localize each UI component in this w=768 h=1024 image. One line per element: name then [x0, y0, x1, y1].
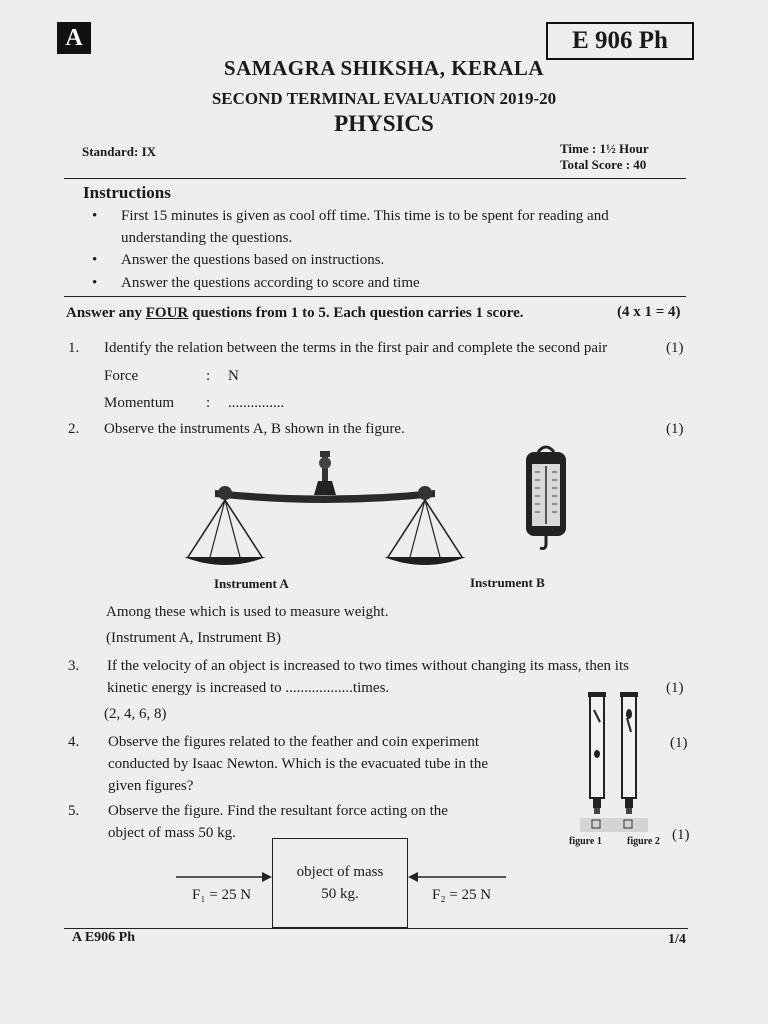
question-text: conducted by Isaac Newton. Which is the evacuated tube in the: [108, 756, 489, 772]
pair-separator: :: [206, 395, 211, 411]
question-text: Observe the figures related to the feather and coin experiment: [108, 734, 480, 750]
force-f1-label: F₁ = 25 N: [192, 887, 252, 903]
instructions-divider: [64, 296, 686, 297]
figure-1-caption: figure 1: [569, 836, 602, 847]
question-score: (1): [672, 827, 690, 843]
pair-term: Force: [104, 368, 139, 384]
question-text: Observe the instruments A, B shown in the figure.: [104, 421, 405, 437]
question-text: kinetic energy is increased to ..................times.: [107, 680, 390, 696]
question-score: (1): [666, 340, 684, 356]
question-text: Among these which is used to measure weight.: [106, 604, 389, 620]
bullet-icon: •: [92, 252, 98, 268]
question-number: 5.: [68, 803, 80, 819]
section-heading-emphasis: FOUR: [145, 305, 189, 321]
answer-options: (2, 4, 6, 8): [104, 706, 167, 722]
section-heading: Answer any FOUR questions from 1 to 5. Each question carries 1 score.: [66, 305, 524, 321]
force-f2-label: F₂ = 25 N: [432, 887, 492, 903]
subject-title: PHYSICS: [334, 111, 434, 136]
pair-value: N: [228, 368, 239, 384]
bullet-icon: •: [92, 208, 98, 224]
org-title: SAMAGRA SHIKSHA, KERALA: [223, 56, 545, 80]
arrow-left-icon: [408, 872, 418, 882]
time-score-block: [560, 141, 649, 173]
beam-balance-figure: [180, 445, 475, 575]
time-label: Time : 1½ Hour: [560, 141, 649, 156]
question-text: Observe the figure. Find the resultant force acting on the: [108, 803, 448, 819]
header-divider: [64, 178, 686, 179]
question-score: (1): [666, 680, 684, 696]
feather-coin-tubes-figure: [578, 688, 650, 838]
mass-box-line2: 50 kg.: [321, 886, 359, 902]
question-number: 4.: [68, 734, 80, 750]
mass-box-line1: object of mass: [296, 864, 384, 880]
question-score: (1): [670, 735, 688, 751]
section-score: (4 x 1 = 4): [617, 304, 681, 320]
question-number: 1.: [68, 340, 80, 356]
question-text: object of mass 50 kg.: [108, 825, 236, 841]
standard-label: Standard: IX: [82, 144, 157, 159]
arrow-right-icon: [262, 872, 272, 882]
pair-term: Momentum: [104, 395, 174, 411]
footer-divider: [64, 928, 688, 929]
answer-blank: ...............: [228, 395, 285, 411]
answer-options: (Instrument A, Instrument B): [106, 630, 281, 646]
paper-code: E 906 Ph: [546, 22, 694, 60]
figure-2-caption: figure 2: [627, 836, 660, 847]
spring-balance-figure: [518, 442, 574, 554]
question-score: (1): [666, 421, 684, 437]
instrument-b-caption: Instrument B: [470, 575, 545, 590]
question-number: 2.: [68, 421, 80, 437]
question-text: given figures?: [108, 778, 194, 794]
page-number: 1/4: [668, 932, 686, 947]
total-score-label: Total Score : 40: [560, 157, 647, 172]
paper-set-badge: A: [57, 22, 91, 54]
question-text: If the velocity of an object is increased to two times without changing its mass, then its: [107, 658, 629, 674]
question-text: Identify the relation between the terms in the first pair and complete the second pair: [104, 340, 608, 356]
question-number: 3.: [68, 658, 80, 674]
bullet-icon: •: [92, 275, 98, 291]
instructions-heading: Instructions: [83, 183, 171, 202]
instrument-a-caption: Instrument A: [214, 576, 289, 591]
footer-code: A E906 Ph: [72, 930, 136, 945]
exam-title: SECOND TERMINAL EVALUATION 2019-20: [211, 89, 557, 108]
pair-separator: :: [206, 368, 211, 384]
